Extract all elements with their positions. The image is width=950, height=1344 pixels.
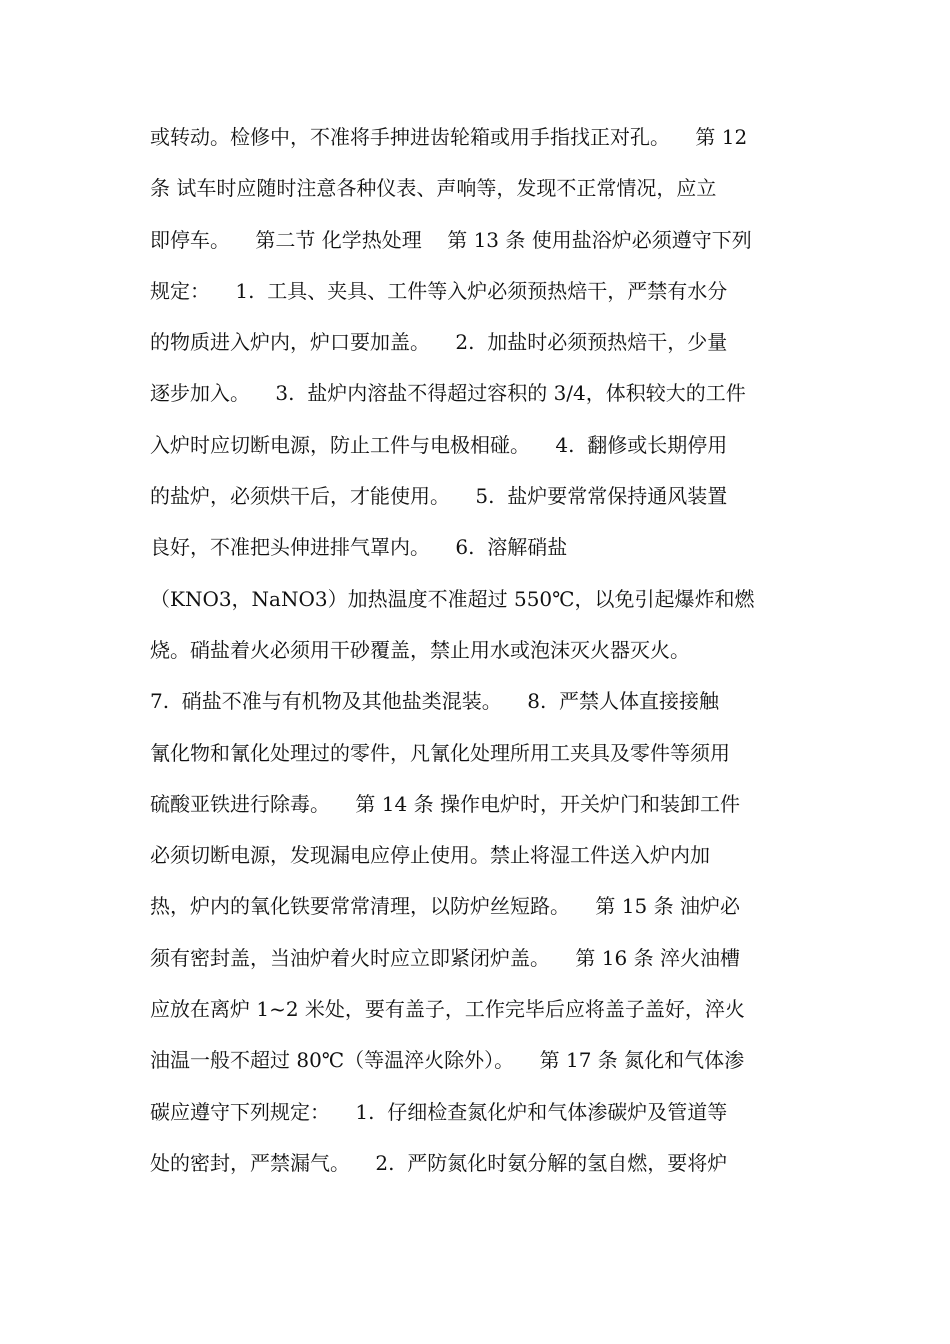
text-line: 入炉时应切断电源，防止工件与电极相碰。 4. 翻修或长期停用 xyxy=(150,432,728,457)
body-text xyxy=(150,112,810,1189)
text-line: 即停车。 第二节 化学热处理 第 13 条 使用盐浴炉必须遵守下列 xyxy=(150,227,752,252)
text-line: 氰化物和氰化处理过的零件，凡氰化处理所用工夹具及零件等须用 xyxy=(150,740,730,765)
text-line: 须有密封盖，当油炉着火时应立即紧闭炉盖。 第 16 条 淬火油槽 xyxy=(150,945,740,970)
text-line: 必须切断电源，发现漏电应停止使用。禁止将湿工件送入炉内加 xyxy=(150,843,710,868)
text-line: （KNO3，NaNO3）加热温度不准超过 550℃，以免引起爆炸和燃 xyxy=(150,586,755,611)
text-line: 7. 硝盐不准与有机物及其他盐类混装。 8. 严禁人体直接接触 xyxy=(150,689,720,714)
text-line: 逐步加入。 3. 盐炉内溶盐不得超过容积的 3/4，体积较大的工件 xyxy=(150,381,746,406)
text-line: 热，炉内的氧化铁要常常清理，以防炉丝短路。 第 15 条 油炉必 xyxy=(150,894,740,919)
text-line: 处的密封，严禁漏气。 2. 严防氮化时氨分解的氢自燃，要将炉 xyxy=(150,1150,728,1175)
text-line: 碳应遵守下列规定： 1. 仔细检查氮化炉和气体渗碳炉及管道等 xyxy=(150,1099,728,1124)
text-line: 条 试车时应随时注意各种仪表、声响等，发现不正常情况，应立 xyxy=(150,176,717,201)
text-line: 良好，不准把头伸进排气罩内。 6. 溶解硝盐 xyxy=(150,535,568,560)
text-line: 或转动。检修中，不准将手抻进齿轮箱或用手指找正对孔。 第 12 xyxy=(150,125,748,149)
text-line: 油温一般不超过 80℃（等温淬火除外）。 第 17 条 氮化和气体渗 xyxy=(150,1048,745,1073)
text-line: 应放在离炉 1~2 米处，要有盖子，工作完毕后应将盖子盖好，淬火 xyxy=(150,997,745,1022)
text-line: 规定： 1. 工具、夹具、工件等入炉必须预热焙干，严禁有水分 xyxy=(150,278,728,303)
text-line: 硫酸亚铁进行除毒。 第 14 条 操作电炉时，开关炉门和装卸工件 xyxy=(150,791,740,816)
text-line: 烧。硝盐着火必须用干砂覆盖，禁止用水或泡沫灭火器灭火。 xyxy=(150,637,690,662)
text-line: 的物质进入炉内，炉口要加盖。 2. 加盐时必须预热焙干，少量 xyxy=(150,330,728,355)
text-line: 的盐炉，必须烘干后，才能使用。 5. 盐炉要常常保持通风装置 xyxy=(150,484,728,509)
